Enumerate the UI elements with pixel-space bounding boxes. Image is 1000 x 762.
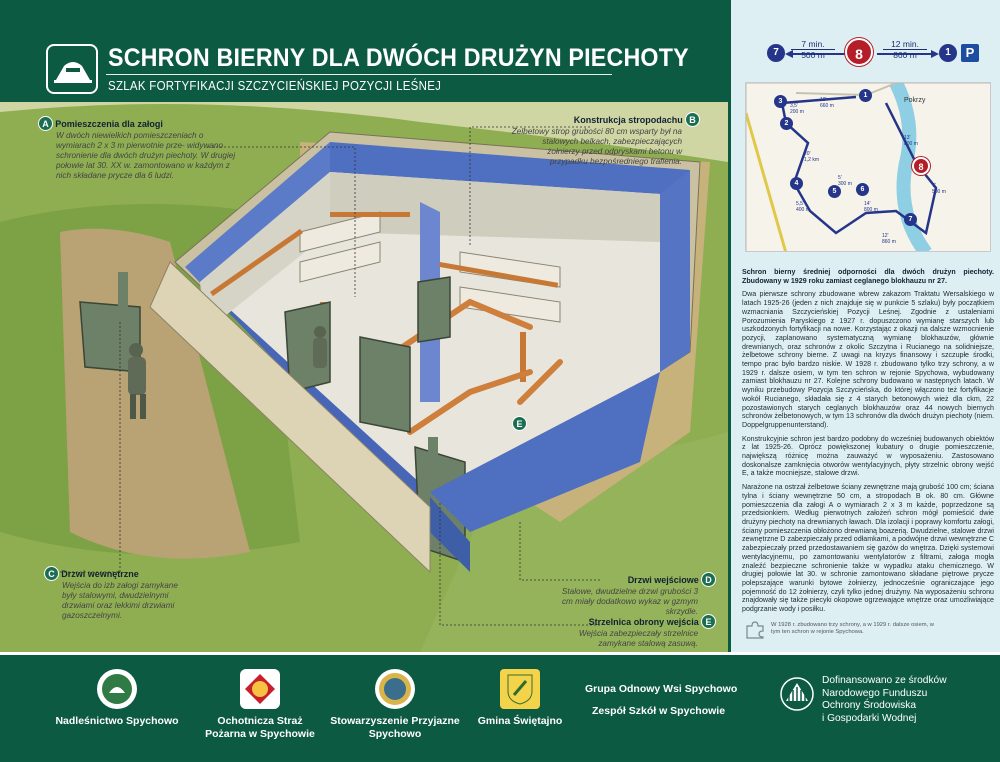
page-title: SCHRON BIERNY DLA DWÓCH DRUŻYN PIECHOTY <box>108 44 689 72</box>
header <box>0 0 728 102</box>
page-subtitle: SZLAK FORTYFIKACJI SZCZYCIEŃSKIEJ POZYCJI LEŚNEJ <box>108 79 442 93</box>
prev-time: 7 min. <box>801 39 825 49</box>
sponsor-gmina <box>470 669 570 728</box>
callout-badge-c: C <box>44 566 59 581</box>
funding-line-4: i Gospodarki Wodnej <box>822 712 917 724</box>
current-stop-marker: 8 <box>845 38 873 66</box>
map-segment-label: 5,5' 400 m <box>796 201 810 213</box>
description-lead: Schron bierny średniej odporności dla dwóch drużyn piechoty. Zbudowany w 1929 roku zamiast ceglanego blokhauzu nr 27. <box>742 268 994 285</box>
description-paragraph-2: Konstrukcyjnie schron jest bardzo podobny do wcześniej budowanych obiektów z lat 1925-26. Oprócz powiększonej kubatury o drugie pomieszczenie, największą różnicę można zauważyć w wyposażeniu. Zastosowano doskonalsze zamknięcia otworów wentylacyjnych, płyty strzelnic obrony wejść E, a także mocniejsze, stalowe drzwi. <box>742 434 994 478</box>
parking-icon: P <box>961 44 979 62</box>
callout-roof-construction <box>480 112 700 167</box>
map-segment-label: 7' 500 m <box>932 183 946 195</box>
sponsor-stowarzyszenie <box>330 669 460 741</box>
prev-segment-label <box>791 39 835 60</box>
callout-title: Konstrukcja stropodachu <box>573 115 683 125</box>
trail-map <box>745 82 991 252</box>
partner-group: Grupa Odnowy Wsi Spychowo <box>585 683 738 695</box>
callout-text: Wejścia do izb załogi zamykane były stalowymi, dwudzielnymi drzwiami oraz lekkimi drzwiami gazoszczelnymi. <box>62 581 178 620</box>
next-segment-label <box>883 39 927 60</box>
callout-title: Drzwi wewnętrzne <box>61 569 139 579</box>
callout-text: W dwóch niewielkich pomieszczeniach o wymiarach 2 x 3 m pierwotnie prze- widywano schronienie dla dwóch drużyn piechoty. W drugiej połowie lat 30. XX w. zamontowano w każdym z nich składane prycze dla 6 ludzi. <box>56 131 236 180</box>
map-stop-5[interactable]: 5 <box>828 185 841 198</box>
sponsor-name: Ochotnicza Straż Pożarna w Spychowie <box>205 715 315 740</box>
footnote-text: W 1928 r. zbudowano trzy schrony, a w 1929 r. dalsze osiem, w tym ten schron w rejonie Spychowa. <box>771 622 934 635</box>
callout-loophole <box>556 614 716 649</box>
map-stop-1[interactable]: 1 <box>859 89 872 102</box>
sponsor-nadlesnictwo <box>42 669 192 728</box>
map-segment-label: 13' 800 m <box>904 135 918 147</box>
description-text <box>742 268 994 619</box>
callout-text: Żelbetowy strop grubości 80 cm wsparty był na stalowych belkach, zabezpieczających żołnierzy przed odpryskami betonu w przypadku bezpośredniego trafienia. <box>511 127 682 166</box>
bunker-icon <box>46 44 98 94</box>
funding-line-3: Ochrony Środowiska <box>822 700 916 711</box>
funding-line-1: Dofinansowano ze środków <box>822 675 947 686</box>
funding-line-2: Narodowego Funduszu <box>822 687 928 699</box>
callout-crew-rooms <box>38 116 238 181</box>
callout-badge-a: A <box>38 116 53 131</box>
marker-e: E <box>512 416 527 431</box>
callout-title: Drzwi wejściowe <box>627 575 699 585</box>
partner-school: Zespół Szkół w Spychowie <box>592 705 726 717</box>
coat-of-arms-icon <box>500 669 540 709</box>
association-logo-icon <box>375 669 415 709</box>
map-segment-label: 5' 300 m <box>838 175 852 187</box>
puzzle-icon <box>745 620 765 640</box>
sponsor-name: Gmina Świętajno <box>477 715 563 727</box>
map-stop-2[interactable]: 2 <box>780 117 793 130</box>
map-segment-label: 20' 1,2 km <box>804 151 820 163</box>
map-segment-label: 12' 860 m <box>882 233 896 245</box>
next-stop-marker[interactable]: 1 <box>939 44 957 62</box>
callout-badge-e: E <box>701 614 716 629</box>
footer <box>0 652 1000 762</box>
sponsor-name: Stowarzyszenie Przyjazne Spychowo <box>330 715 460 740</box>
sponsor-osp <box>200 669 320 741</box>
map-stop-7[interactable]: 7 <box>904 213 917 226</box>
callout-title: Strzelnica obrony wejścia <box>588 617 699 627</box>
funding-note <box>822 675 947 725</box>
description-paragraph-3: Narażone na ostrzał żelbetowe ściany zewnętrzne mają grubość 100 cm; ściana tylna i ściany wewnętrzne 50 cm, a stropodach B ok. 80 cm. Główne pomieszczenia dla załogi A o wymiarach 2 x 3 m każde, poprzedzone są przedsionkiem. Według pierwotnych założeń schron mógł pomieścić dwie drużyny piechoty na drewnianych ławach. Dla izolacji i poprawy komfortu załogi, ściany pomieszczenia obłożono drewnianą boazerią. Dwudzielne, stalowe drzwi zewnętrzne D zabezpieczały przed odłamkami, a podwójne drzwi wewnętrzne C zabezpieczały przed przedostawaniem się gazów do wnętrza. Dzięki systemowi wentylacyjnemu, po zamontowaniu wentylatorów z filtrami, załoga mogła znaleźć bezpieczne schronienie także w wypadku ataku chemicznego. W drugiej połowie lat 30. w schronie zamontowano składane piętrowe prycze polepszające warunki bytowe żołnierzy, jednocześnie ograniczające jego pojemność do 12 żołnierzy, czyli tylko jednej drużyny. Na wyposażeniu schronu znajdowały się także piecyki okopowe ogrzewające wnętrze oraz umożliwiające podgrzanie wody i posiłku. <box>742 483 994 614</box>
next-time: 12 min. <box>891 39 919 49</box>
description-paragraph-1: Dwa pierwsze schrony zbudowane wbrew zakazom Traktatu Wersalskiego w latach 1925-26 (jeden z nich znajduje się w punkcie 5 szlaku) były początkiem wzmacniania Szczycieńskiej Pozycji Leśnej. Zgodnie z ustaleniami Porozumienia Paryskiego z 1927 r. dopuszczono wymianę starszych lub uszkodzonych fortyfikacji na nowe. Korzystając z okazji na dalsze wzmocnienie pozycji, zaplanowano systematyczną wymianę blokhauzów, głównie drewnianych, oraz schronów z okolic Szczytna i Rucianego na solidniejsze, żelbetowe schrony bierne. Z uwagi na kryzys finansowy i szczupłe środki, tempo prac było bardzo niskie. W 1928 r. zbudowano tylko trzy schrony, a w 1929 r. dalsze osiem, w tym ten schron w rejonie Spychowa, wybudowany zamiast blokhauzu nr 27. Kolejne schrony budowano w następnych latach. W wyniku przebudowy Pozycja Szczycieńska, do której włączono też fortyfikacje wokół Rucianego, składała się z 4 starych betonowych wież dla ckm, 22 pozostawionych starych ceglanych blokhauzów oraz 44 nowych biernych schronów żelbetonowych, w tym 13 schronów dla dwóch drużyn piechoty (niem. Doppelgruppenunterstand). <box>742 290 994 429</box>
trail-map-drawing <box>746 83 991 252</box>
map-place-label: Pokrzy <box>904 97 926 104</box>
callout-inner-doors <box>44 566 194 621</box>
forest-service-logo-icon <box>97 669 137 709</box>
map-stop-3[interactable]: 3 <box>774 95 787 108</box>
map-stop-8-current[interactable]: 8 <box>912 157 930 175</box>
map-segment-label: 3,5' 200 m <box>790 103 804 115</box>
sponsor-name: Nadleśnictwo Spychowo <box>55 715 179 727</box>
bunker-cutaway-illustration <box>0 102 728 652</box>
prev-stop-marker[interactable]: 7 <box>767 44 785 62</box>
callout-text: Wejścia zabezpieczały strzelnice zamykane stalową zasuwą. <box>578 629 698 648</box>
map-segment-label: 10' 660 m <box>820 97 834 109</box>
callout-title: Pomieszczenia dla załogi <box>55 119 163 129</box>
prev-distance: 500 m <box>791 49 835 60</box>
fire-brigade-logo-icon <box>240 669 280 709</box>
callout-text: Stalowe, dwudzielne drzwi grubości 3 cm miały dodatkowo wykaz w gzmym skrzydle. <box>561 587 698 616</box>
map-stop-6[interactable]: 6 <box>856 183 869 196</box>
map-segment-label: 14' 800 m <box>864 201 878 213</box>
callout-badge-b: B <box>685 112 700 127</box>
callout-entrance-doors <box>556 572 716 617</box>
callout-badge-d: D <box>701 572 716 587</box>
title-divider <box>106 74 612 75</box>
next-distance: 860 m <box>883 49 927 60</box>
info-panel <box>728 0 1000 652</box>
map-stop-4[interactable]: 4 <box>790 177 803 190</box>
nfosigw-logo-icon <box>780 677 814 711</box>
route-navigation <box>741 34 993 74</box>
